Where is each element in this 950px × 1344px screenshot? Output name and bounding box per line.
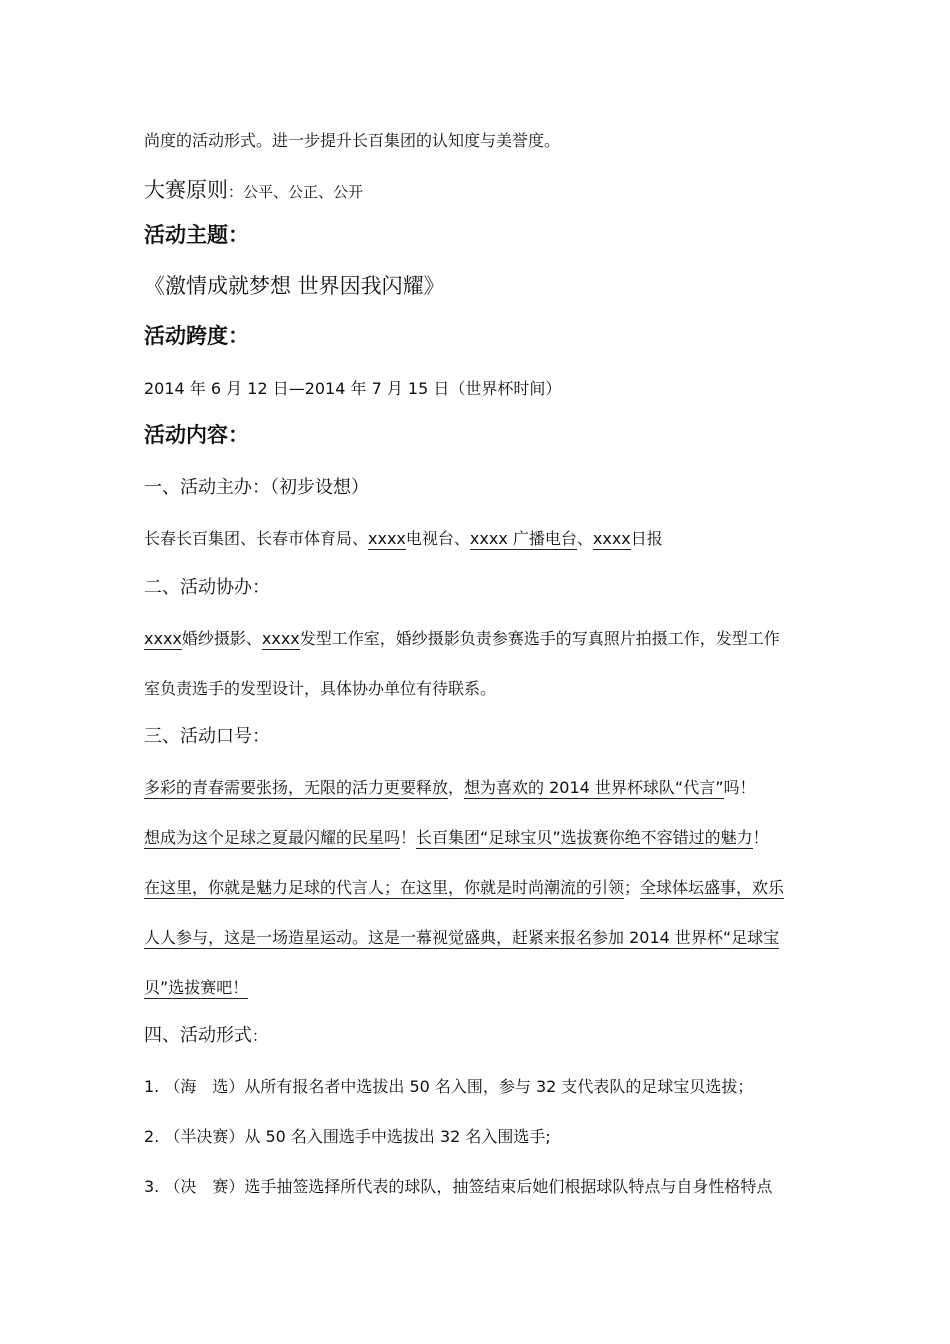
co-line-1: [144, 626, 780, 649]
slogan-segment: 多彩的青春需要张扬，无限的活力更要释放: [144, 778, 449, 797]
slogan-line-4: [144, 925, 779, 948]
co-salon-name: xxxx: [261, 629, 300, 648]
host-line: [144, 526, 663, 549]
slogan-segment: 长百集团“足球宝贝”选拔赛你绝不容错过的魅力: [416, 828, 753, 847]
co-title: 二、活动协办：: [144, 577, 270, 598]
host-part: 长春长百集团、长春市体育局、: [144, 529, 369, 548]
slogan-segment: 在这里，你就是魅力足球的代言人；在这里，你就是时尚潮流的引领: [144, 878, 625, 897]
slogan-line-3: [144, 875, 784, 898]
form-title: 四、活动形式: [144, 1025, 252, 1046]
form-title-colon: ：: [252, 1027, 268, 1045]
theme-heading: 活动主题：: [144, 223, 249, 247]
slogan-title: 三、活动口号：: [144, 726, 270, 747]
co-line-2: 室负责选手的发型设计，具体协办单位有待联系。: [144, 679, 497, 698]
slogan-punct: ！: [752, 828, 769, 847]
slogan-segment: 这是一幕视觉盛典，赶紧来报名参加 2014 世界杯“足球宝: [368, 928, 780, 947]
intro-tail-paragraph: 尚度的活动形式。进一步提升长百集团的认知度与美誉度。: [144, 131, 561, 150]
theme-text: 《激情成就梦想 世界因我闪耀》: [144, 274, 445, 298]
principle-label: 大赛原则: [144, 178, 228, 202]
slogan-segment: 贝”选拔赛吧！: [144, 978, 249, 997]
co-photo-name: xxxx: [144, 629, 182, 648]
slogan-punct: ！: [400, 828, 417, 847]
form-item-3: 3. （决 赛）选手抽签选择所代表的球队，抽签结束后她们根据球队特点与自身性格特点: [144, 1177, 773, 1196]
slogan-line-5: [144, 975, 248, 998]
principle-line: [144, 174, 363, 204]
slogan-line-2: [144, 825, 769, 848]
form-title-line: [144, 1021, 267, 1047]
slogan-line-1: [144, 775, 756, 798]
host-paper-name: xxxx: [592, 529, 631, 548]
form-item-1: 1. （海 选）从所有报名者中选拔出 50 名入围，参与 32 支代表队的足球宝贝选拔；: [144, 1077, 754, 1096]
slogan-punct: 吗！: [723, 778, 756, 797]
host-radio-name: xxxx 广播电台: [469, 529, 577, 548]
host-part: 、: [576, 529, 593, 548]
host-part: 日报: [630, 529, 663, 548]
host-title: 一、活动主办：（初步设想）: [144, 477, 369, 498]
principle-value: 公平、公正、公开: [243, 183, 364, 201]
co-part: 发型工作室，婚纱摄影负责参赛选手的写真照片拍摄工作，发型工作: [299, 629, 780, 648]
slogan-punct: ，: [448, 778, 465, 797]
form-item-2: 2. （半决赛）从 50 名入围选手中选拔出 32 名入围选手;: [144, 1127, 551, 1146]
slogan-segment: 想成为这个足球之夏最闪耀的民星吗: [144, 828, 401, 847]
slogan-segment: 人人参与，这是一场造星运动。: [144, 928, 369, 947]
host-part: 电视台、: [405, 529, 470, 548]
principle-colon: ：: [228, 183, 244, 201]
slogan-segment: 想为喜欢的 2014 世界杯球队“代言”: [464, 778, 724, 797]
co-part: 婚纱摄影、: [181, 629, 262, 648]
host-tv-name: xxxx: [368, 529, 406, 548]
slogan-punct: ；: [624, 878, 641, 897]
span-heading: 活动跨度：: [144, 324, 249, 348]
span-text: 2014 年 6 月 12 日—2014 年 7 月 15 日（世界杯时间）: [144, 379, 562, 398]
slogan-segment: 全球体坛盛事，欢乐: [640, 878, 785, 897]
content-heading: 活动内容：: [144, 423, 249, 447]
